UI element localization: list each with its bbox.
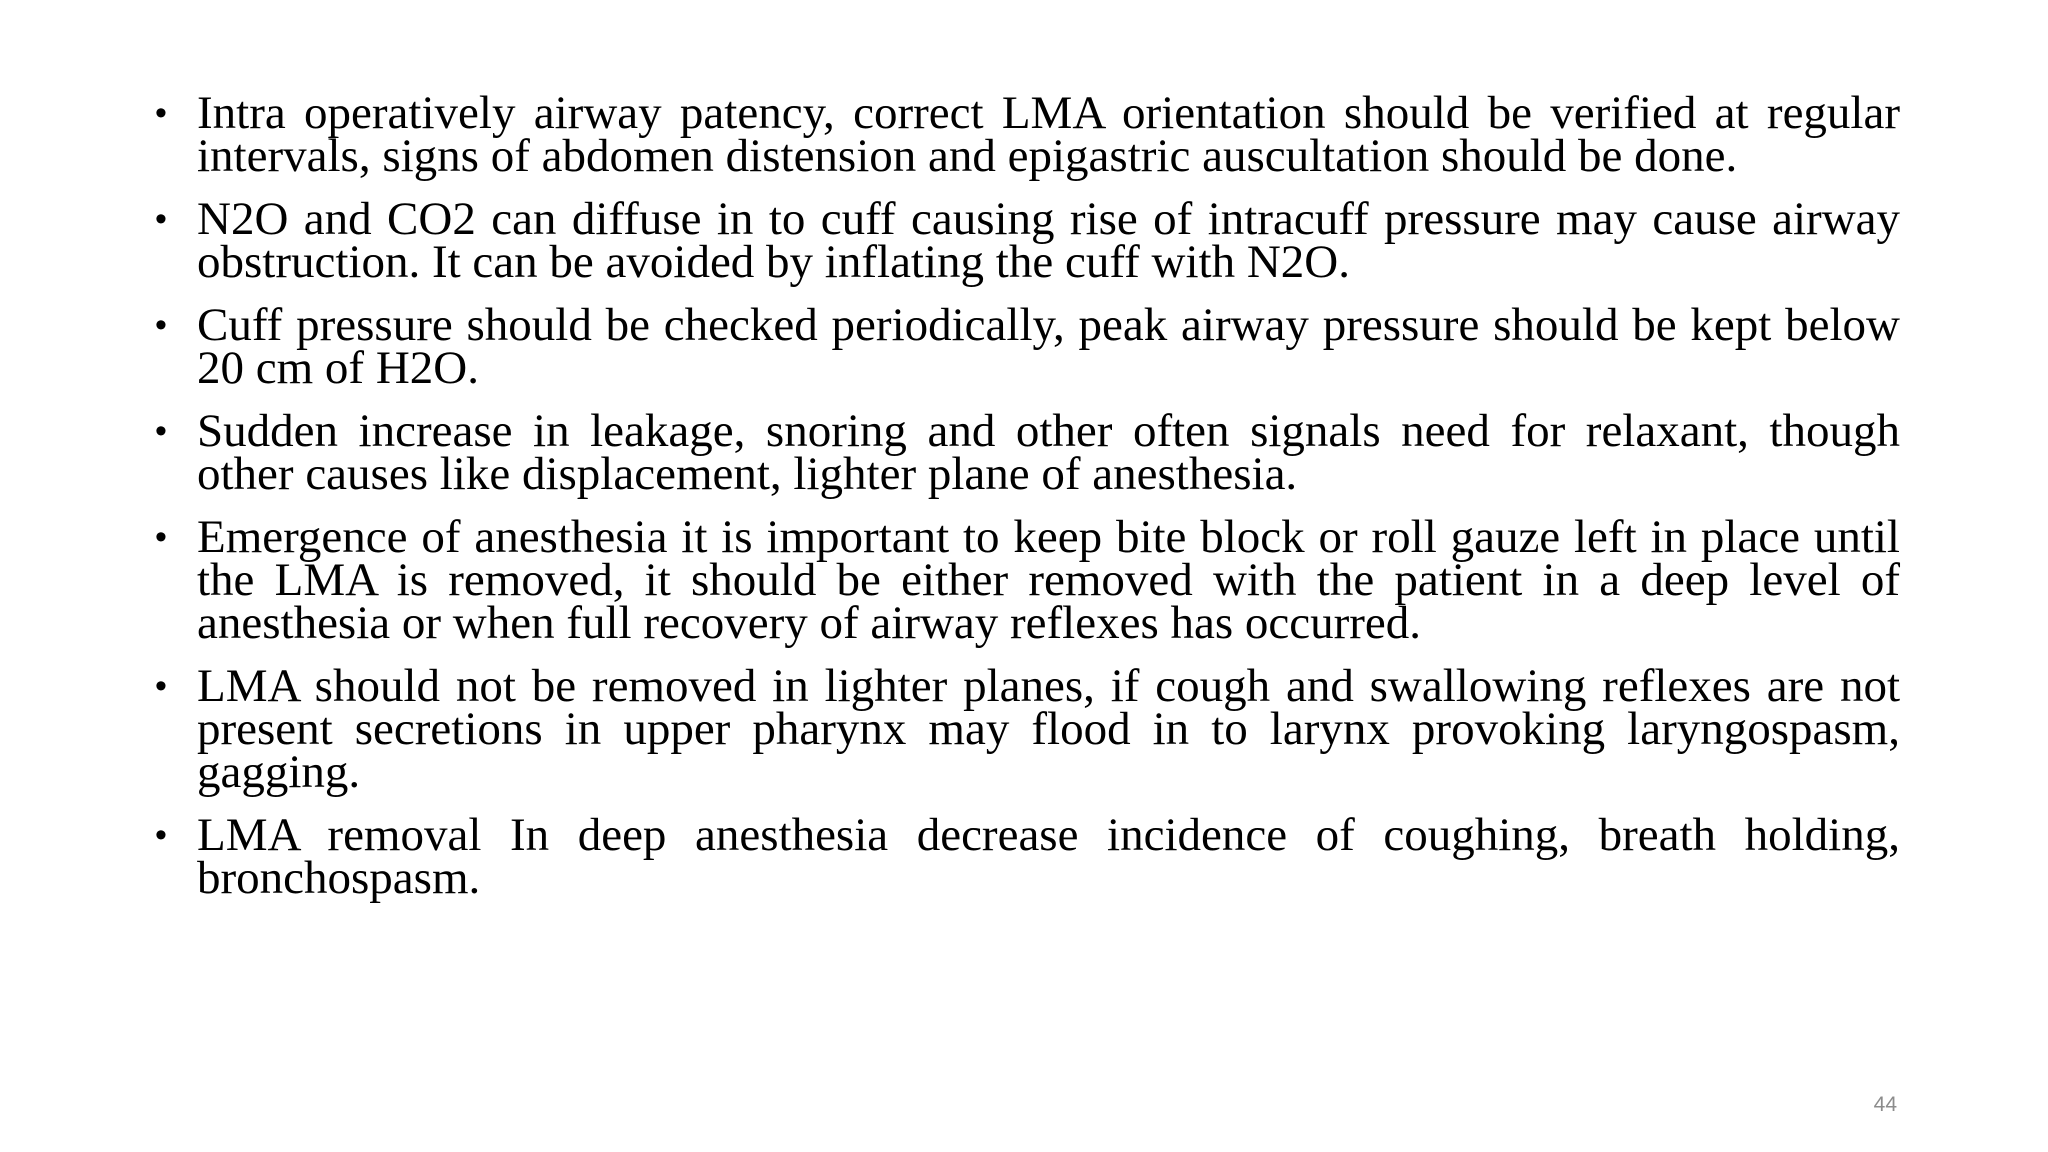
page-number: 44 <box>1873 1093 1897 1116</box>
bullet-icon: • <box>155 306 167 344</box>
bullet-text: Sudden increase in leakage, snoring and other often signals need for relaxant, though other causes like displacement, lighter plane of anesthesia. <box>197 405 1900 500</box>
bullet-item <box>155 511 1900 649</box>
bullet-text: LMA should not be removed in lighter planes, if cough and swallowing reflexes are not present secretions in upper pharynx may flood in to larynx provoking laryngospasm, gagging. <box>197 660 1900 798</box>
bullet-icon: • <box>155 816 167 854</box>
bullet-icon: • <box>155 518 167 556</box>
bullet-item <box>155 193 1900 288</box>
bullet-icon: • <box>155 667 167 705</box>
bullet-item <box>155 405 1900 500</box>
bullet-icon: • <box>155 200 167 238</box>
bullet-item <box>155 299 1900 394</box>
bullet-item <box>155 660 1900 798</box>
bullet-icon: • <box>155 412 167 450</box>
bullet-text: Intra operatively airway patency, correct LMA orientation should be verified at regular intervals, signs of abdomen distension and epigastric auscultation should be done. <box>197 87 1900 182</box>
bullet-text: Emergence of anesthesia it is important to keep bite block or roll gauze left in place until the LMA is removed, it should be either removed with the patient in a deep level of anesthesia or when full recovery of airway reflexes has occurred. <box>197 511 1900 649</box>
bullet-text: Cuff pressure should be checked periodically, peak airway pressure should be kept below 20 cm of H2O. <box>197 299 1900 394</box>
bullet-text: N2O and CO2 can diffuse in to cuff causing rise of intracuff pressure may cause airway obstruction. It can be avoided by inflating the cuff with N2O. <box>197 193 1900 288</box>
bullet-item <box>155 87 1900 182</box>
bullet-text: LMA removal In deep anesthesia decrease incidence of coughing, breath holding, bronchospasm. <box>197 809 1900 904</box>
bullet-list <box>155 87 1900 920</box>
bullet-item <box>155 809 1900 904</box>
bullet-icon: • <box>155 94 167 132</box>
